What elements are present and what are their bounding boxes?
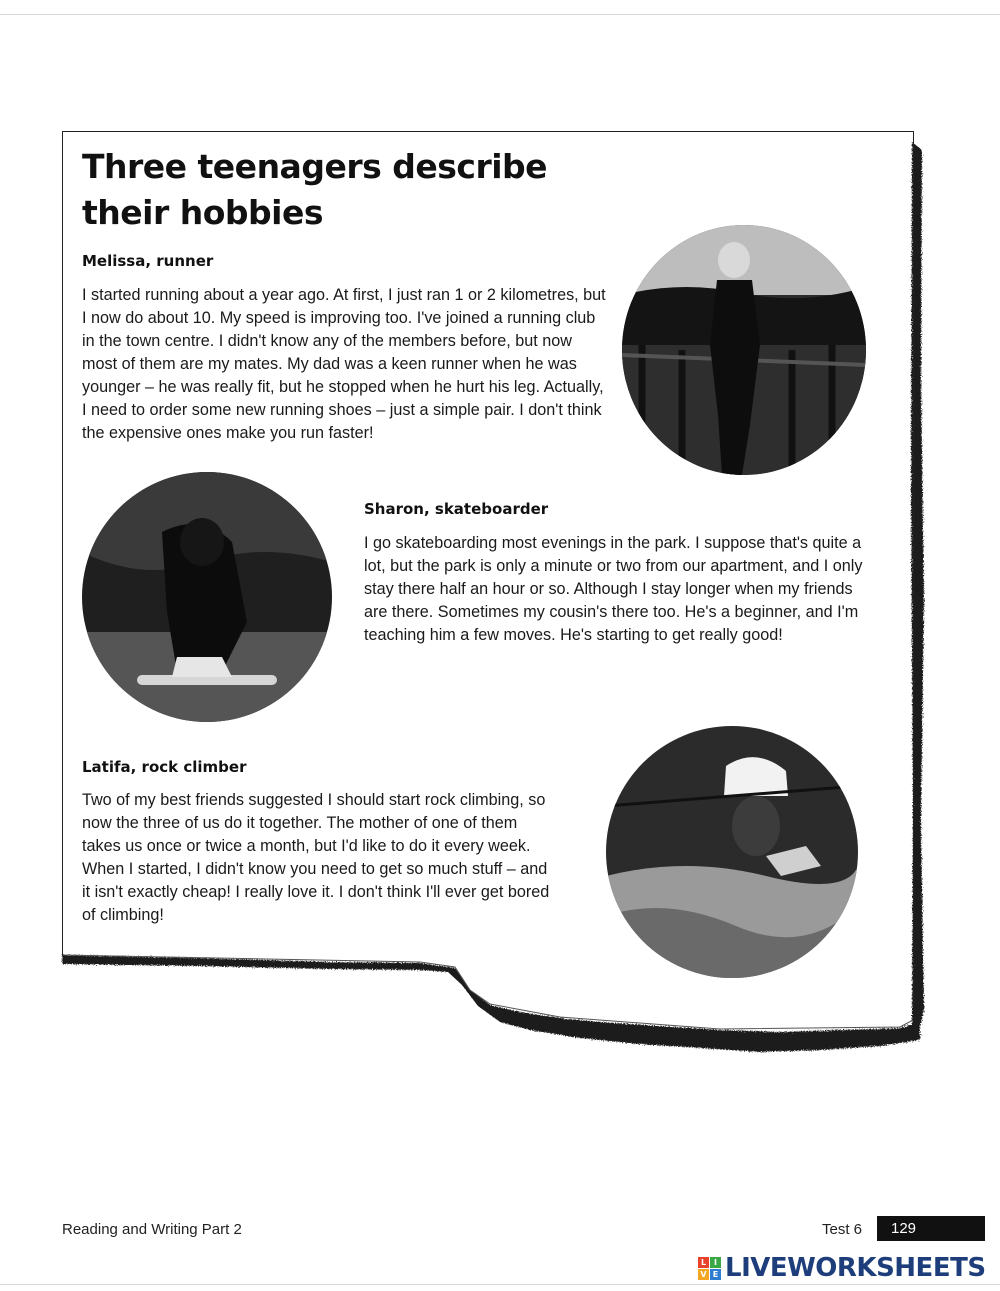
article-title: Three teenagers describe their hobbies	[82, 147, 548, 232]
liveworksheets-brand: LIVEWORKSHEETS	[725, 1253, 986, 1283]
footer-section: Reading and Writing Part 2	[62, 1221, 242, 1238]
runner-photo	[622, 225, 866, 475]
latifa-text: Two of my best friends suggested I should start rock climbing, so now the three of us do it together. The mother of one of them takes us once or twice a month, but I'd like to do it every week. When I started, I didn't know you need to get so much stuff – and it isn't exactly cheap! I really love it. I don't think I'll ever get bored of climbing!	[82, 791, 550, 924]
footer-test: Test 6	[822, 1221, 863, 1238]
latifa-name: Latifa, rock climber	[82, 758, 247, 776]
melissa-text: I started running about a year ago. At first, I just ran 1 or 2 kilometres, but I now do about 10. My speed is improving too. I've joined a running club in the town centre. I didn't know any of the members before, but now most of them are my mates. My dad was a keen runner when he was younger – he was really fit, but he stopped when he hurt his leg. Actually, I need to order some new running shoes – just a simple pair. I don't think the expensive ones make you run faster!	[82, 286, 606, 442]
rock-climber-photo	[606, 726, 858, 978]
sharon-text: I go skateboarding most evenings in the park. I suppose that's quite a lot, but the park is only a minute or two from our apartment, and I only stay there half an hour or so. Although I stay longer when my friends are there. Sometimes my cousin's there too. He's a beginner, and I'm teaching him a few moves. He's starting to get really good!	[364, 534, 863, 644]
liveworksheets-icon: L I V E	[698, 1257, 721, 1280]
skateboarder-photo	[82, 472, 332, 722]
liveworksheets-logo	[698, 1253, 986, 1283]
melissa-name: Melissa, runner	[82, 252, 214, 270]
page-number: 129	[877, 1216, 985, 1241]
sharon-name: Sharon, skateboarder	[364, 500, 549, 518]
